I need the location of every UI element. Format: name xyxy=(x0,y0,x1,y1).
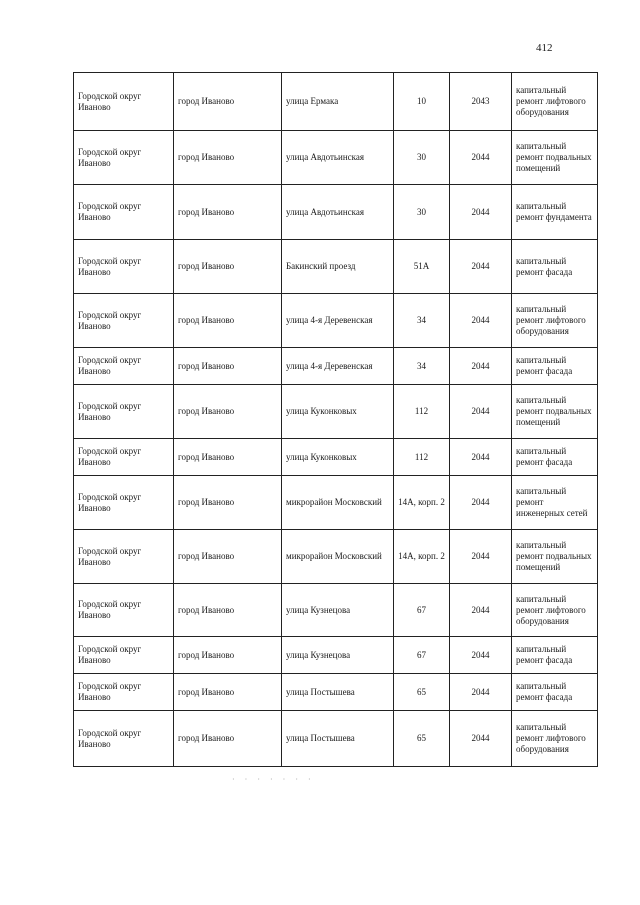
table-row xyxy=(74,131,598,185)
city-cell: город Иваново xyxy=(174,131,282,185)
city-cell: город Иваново xyxy=(174,584,282,637)
house-cell: 51А xyxy=(394,240,450,294)
city-cell: город Иваново xyxy=(174,385,282,439)
work-type-cell: капитальный ремонт инженерных сетей xyxy=(512,476,598,530)
year-cell: 2043 xyxy=(450,73,512,131)
year-cell: 2044 xyxy=(450,476,512,530)
year-cell: 2044 xyxy=(450,674,512,711)
house-cell: 112 xyxy=(394,439,450,476)
table-row xyxy=(74,348,598,385)
table-row xyxy=(74,530,598,584)
work-type-cell: капитальный ремонт фасада xyxy=(512,348,598,385)
city-cell: город Иваново xyxy=(174,294,282,348)
table-row xyxy=(74,637,598,674)
street-cell: улица Постышева xyxy=(282,711,394,767)
table-row xyxy=(74,674,598,711)
city-cell: город Иваново xyxy=(174,73,282,131)
work-type-cell: капитальный ремонт подвальных помещений xyxy=(512,131,598,185)
city-cell: город Иваново xyxy=(174,530,282,584)
street-cell: улица Куконковых xyxy=(282,385,394,439)
street-cell: улица Авдотьинская xyxy=(282,185,394,240)
house-cell: 34 xyxy=(394,348,450,385)
work-type-cell: капитальный ремонт фасада xyxy=(512,674,598,711)
year-cell: 2044 xyxy=(450,439,512,476)
year-cell: 2044 xyxy=(450,637,512,674)
house-cell: 14А, корп. 2 xyxy=(394,530,450,584)
house-cell: 67 xyxy=(394,637,450,674)
work-type-cell: капитальный ремонт лифтового оборудования xyxy=(512,294,598,348)
house-cell: 112 xyxy=(394,385,450,439)
work-type-cell: капитальный ремонт фасада xyxy=(512,240,598,294)
street-cell: улица Куконковых xyxy=(282,439,394,476)
house-cell: 14А, корп. 2 xyxy=(394,476,450,530)
district-cell: Городской округ Иваново xyxy=(74,476,174,530)
city-cell: город Иваново xyxy=(174,240,282,294)
year-cell: 2044 xyxy=(450,294,512,348)
street-cell: улица Авдотьинская xyxy=(282,131,394,185)
table-row xyxy=(74,584,598,637)
year-cell: 2044 xyxy=(450,185,512,240)
work-type-cell: капитальный ремонт лифтового оборудования xyxy=(512,73,598,131)
work-type-cell: капитальный ремонт подвальных помещений xyxy=(512,530,598,584)
district-cell: Городской округ Иваново xyxy=(74,637,174,674)
work-type-cell: капитальный ремонт лифтового оборудования xyxy=(512,711,598,767)
work-type-cell: капитальный ремонт подвальных помещений xyxy=(512,385,598,439)
district-cell: Городской округ Иваново xyxy=(74,711,174,767)
district-cell: Городской округ Иваново xyxy=(74,584,174,637)
district-cell: Городской округ Иваново xyxy=(74,530,174,584)
street-cell: улица Ермака xyxy=(282,73,394,131)
table-row xyxy=(74,439,598,476)
street-cell: Бакинский проезд xyxy=(282,240,394,294)
city-cell: город Иваново xyxy=(174,711,282,767)
scan-artifact-dots: · · · · · · · xyxy=(232,775,315,784)
year-cell: 2044 xyxy=(450,348,512,385)
street-cell: микрорайон Московский xyxy=(282,530,394,584)
table-row xyxy=(74,294,598,348)
year-cell: 2044 xyxy=(450,240,512,294)
street-cell: улица 4-я Деревенская xyxy=(282,348,394,385)
city-cell: город Иваново xyxy=(174,185,282,240)
house-cell: 65 xyxy=(394,674,450,711)
city-cell: город Иваново xyxy=(174,637,282,674)
house-cell: 67 xyxy=(394,584,450,637)
street-cell: улица Кузнецова xyxy=(282,637,394,674)
city-cell: город Иваново xyxy=(174,439,282,476)
table-row xyxy=(74,240,598,294)
city-cell: город Иваново xyxy=(174,674,282,711)
year-cell: 2044 xyxy=(450,385,512,439)
district-cell: Городской округ Иваново xyxy=(74,348,174,385)
house-cell: 34 xyxy=(394,294,450,348)
table-row xyxy=(74,385,598,439)
work-type-cell: капитальный ремонт фасада xyxy=(512,637,598,674)
year-cell: 2044 xyxy=(450,711,512,767)
repair-schedule-table xyxy=(73,72,598,767)
street-cell: улица 4-я Деревенская xyxy=(282,294,394,348)
year-cell: 2044 xyxy=(450,584,512,637)
district-cell: Городской округ Иваново xyxy=(74,240,174,294)
year-cell: 2044 xyxy=(450,131,512,185)
year-cell: 2044 xyxy=(450,530,512,584)
district-cell: Городской округ Иваново xyxy=(74,131,174,185)
house-cell: 10 xyxy=(394,73,450,131)
table-row xyxy=(74,185,598,240)
district-cell: Городской округ Иваново xyxy=(74,73,174,131)
district-cell: Городской округ Иваново xyxy=(74,439,174,476)
district-cell: Городской округ Иваново xyxy=(74,674,174,711)
city-cell: город Иваново xyxy=(174,348,282,385)
district-cell: Городской округ Иваново xyxy=(74,294,174,348)
street-cell: микрорайон Московский xyxy=(282,476,394,530)
house-cell: 65 xyxy=(394,711,450,767)
work-type-cell: капитальный ремонт фасада xyxy=(512,439,598,476)
street-cell: улица Кузнецова xyxy=(282,584,394,637)
table-row xyxy=(74,711,598,767)
table-row xyxy=(74,73,598,131)
work-type-cell: капитальный ремонт лифтового оборудования xyxy=(512,584,598,637)
district-cell: Городской округ Иваново xyxy=(74,385,174,439)
house-cell: 30 xyxy=(394,131,450,185)
table-row xyxy=(74,476,598,530)
page-number: 412 xyxy=(536,42,553,54)
work-type-cell: капитальный ремонт фундамента xyxy=(512,185,598,240)
house-cell: 30 xyxy=(394,185,450,240)
district-cell: Городской округ Иваново xyxy=(74,185,174,240)
street-cell: улица Постышева xyxy=(282,674,394,711)
city-cell: город Иваново xyxy=(174,476,282,530)
